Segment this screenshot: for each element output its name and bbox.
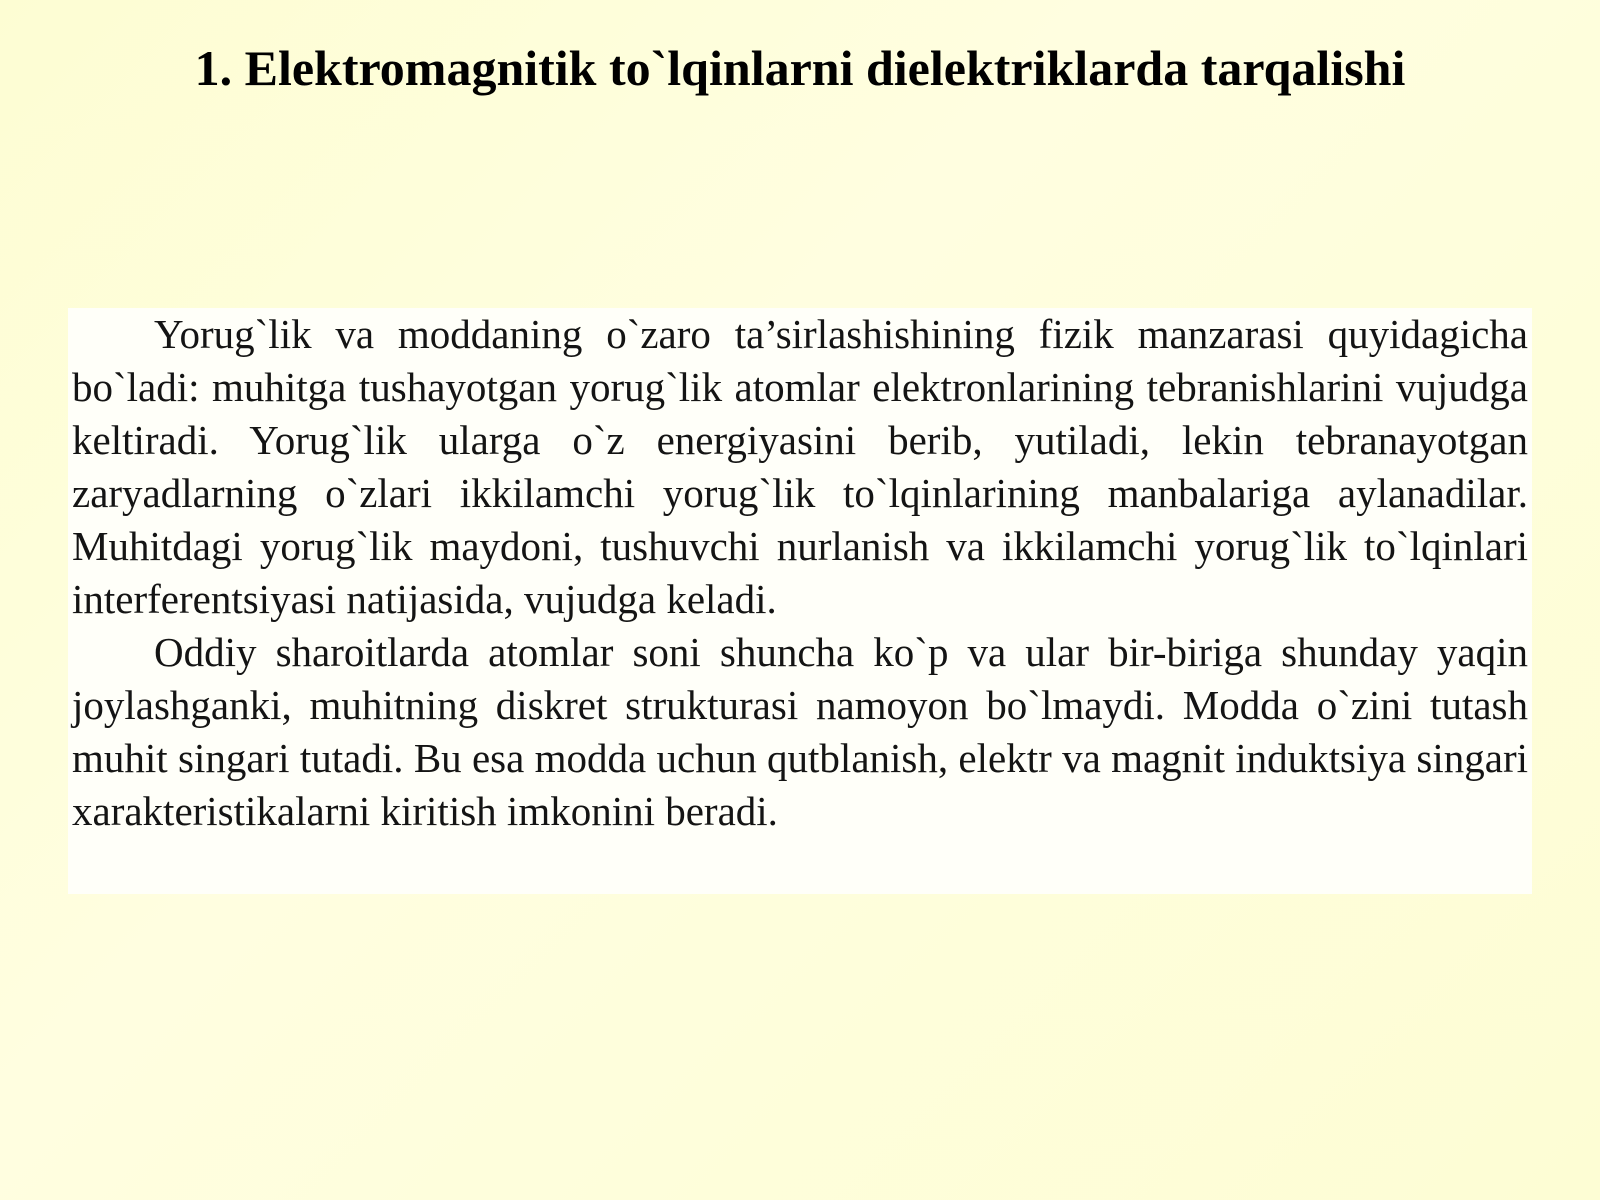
paragraph-2: Oddiy sharoitlarda atomlar soni shuncha ko`p va ular bir-biriga shunday yaqin joylashganki, muhitning diskret strukturasi namoyon bo`lmaydi. Modda o`zini tutash muhit singari tutadi. Bu esa modda uchun qutblanish, elektr va magnit induktsiya singari xarakteristikalarni kiritish imkonini beradi. xyxy=(72,629,1528,834)
paragraph-1: Yorug`lik va moddaning o`zaro ta’sirlashishining fizik manzarasi quyidagicha bo`ladi: muhitga tushayotgan yorug`lik atomlar elektronlarining tebranishlarini vujudga keltiradi. Yorug`lik ularga o`z energiyasini berib, yutiladi, lekin tebranayotgan zaryadlarning o`zlari ikkilamchi yorug`lik to`lqinlarining manbalariga aylanadilar. Muhitdagi yorug`lik maydoni, tushuvchi nurlanish va ikkilamchi yorug`lik to`lqinlari interferentsiyasi natijasida, vujudga keladi. xyxy=(72,311,1528,622)
text-box xyxy=(68,308,1532,894)
slide-title: 1. Elektromagnitik to`lqinlarni dielektriklarda tarqalishi xyxy=(194,40,1406,96)
